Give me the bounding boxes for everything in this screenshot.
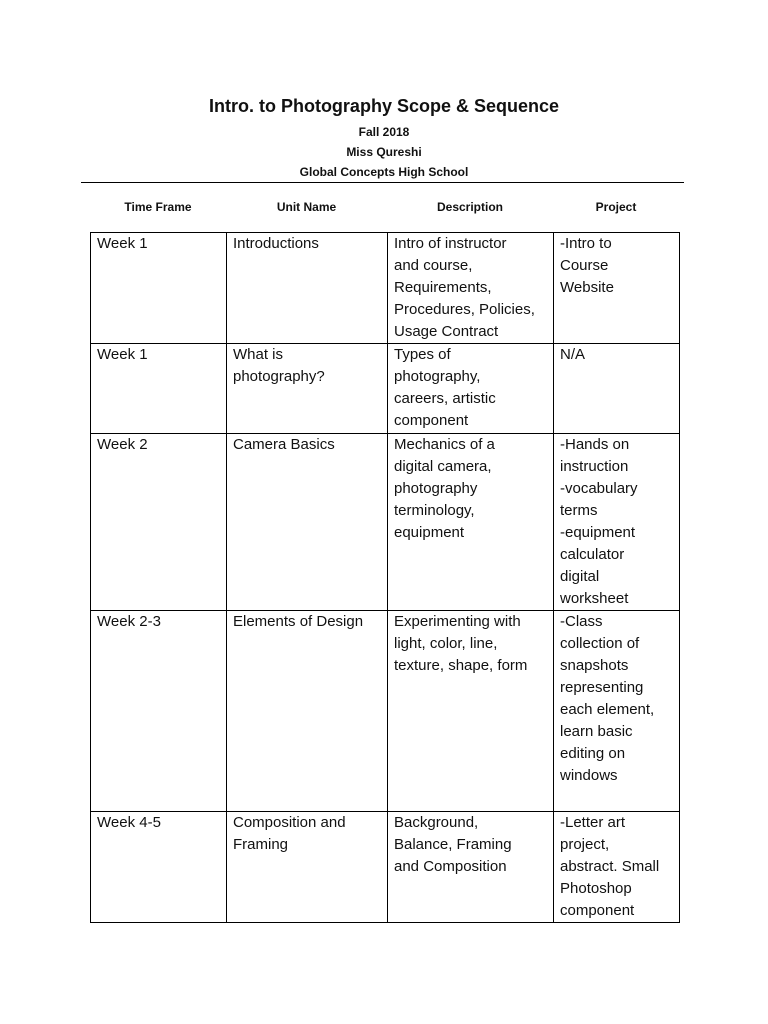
cell-description: Intro of instructor and course, Requirements, Procedures, Policies, Usage Contract bbox=[388, 233, 554, 344]
document-term: Fall 2018 bbox=[358, 125, 410, 139]
cell-time-frame: Week 2 bbox=[91, 434, 227, 611]
cell-time-frame: Week 1 bbox=[91, 344, 227, 434]
cell-description: Experimenting with light, color, line, texture, shape, form bbox=[388, 611, 554, 812]
header-divider bbox=[81, 182, 684, 183]
cell-description: Mechanics of a digital camera, photography terminology, equipment bbox=[388, 434, 554, 611]
column-header-time-frame: Time Frame bbox=[124, 200, 192, 214]
schedule-table bbox=[90, 232, 680, 923]
cell-unit-name: Introductions bbox=[227, 233, 388, 344]
cell-description: Background, Balance, Framing and Composition bbox=[388, 812, 554, 923]
cell-time-frame: Week 4-5 bbox=[91, 812, 227, 923]
cell-project: -Hands on instruction -vocabulary terms -equipment calculator digital worksheet bbox=[554, 434, 680, 611]
cell-project: N/A bbox=[554, 344, 680, 434]
cell-unit-name: Elements of Design bbox=[227, 611, 388, 812]
cell-unit-name: What is photography? bbox=[227, 344, 388, 434]
document-school: Global Concepts High School bbox=[299, 165, 469, 179]
table-row bbox=[91, 812, 680, 923]
cell-time-frame: Week 1 bbox=[91, 233, 227, 344]
cell-project: -Letter art project, abstract. Small Photoshop component bbox=[554, 812, 680, 923]
table-row bbox=[91, 233, 680, 344]
column-header-unit-name: Unit Name bbox=[276, 200, 337, 214]
cell-project: -Intro to Course Website bbox=[554, 233, 680, 344]
cell-unit-name: Camera Basics bbox=[227, 434, 388, 611]
cell-time-frame: Week 2-3 bbox=[91, 611, 227, 812]
table-row bbox=[91, 434, 680, 611]
cell-unit-name: Composition and Framing bbox=[227, 812, 388, 923]
table-row bbox=[91, 611, 680, 812]
column-header-project: Project bbox=[595, 200, 637, 214]
cell-project: -Class collection of snapshots representing each element, learn basic editing on windows bbox=[554, 611, 680, 812]
document-title: Intro. to Photography Scope & Sequence bbox=[208, 96, 560, 116]
cell-description: Types of photography, careers, artistic component bbox=[388, 344, 554, 434]
table-row bbox=[91, 344, 680, 434]
column-header-description: Description bbox=[436, 200, 503, 214]
document-teacher: Miss Qureshi bbox=[346, 145, 422, 159]
column-headers bbox=[90, 199, 679, 215]
